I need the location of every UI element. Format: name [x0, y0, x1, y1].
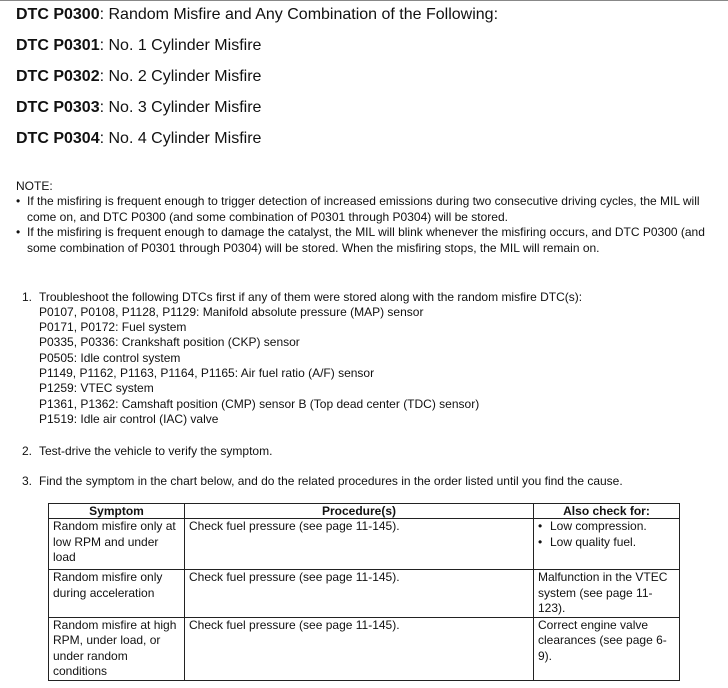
dtc-list-item: P1259: VTEC system — [39, 381, 154, 395]
dtc-description: No. 2 Cylinder Misfire — [108, 68, 262, 85]
note-bullet-text: If the misfiring is frequent enough to damage the catalyst, the MIL will blink whenever the misfiring occurs, and DTC P0300 (and some combination of P0301 through P0304) will be stored. When the misfiring stops, the MIL will remain on. — [27, 225, 705, 255]
bullet-icon: • — [16, 194, 21, 208]
dtc-heading-p0304: DTC P0304: No. 4 Cylinder Misfire — [16, 130, 262, 147]
step-text: Troubleshoot the following DTCs first if any of them were stored along with the random misfire DTC(s): — [39, 290, 583, 304]
also-check-item: • Low quality fuel. — [538, 535, 675, 551]
dtc-heading-p0303: DTC P0303: No. 3 Cylinder Misfire — [16, 99, 262, 116]
also-check-cell: Correct engine valve clearances (see page 6-9). — [534, 617, 680, 680]
dtc-list-item: P0171, P0172: Fuel system — [39, 320, 187, 334]
dtc-list-item: P0505: Idle control system — [39, 351, 181, 365]
dtc-heading-p0301: DTC P0301: No. 1 Cylinder Misfire — [16, 37, 262, 54]
note-bullet-text: If the misfiring is frequent enough to trigger detection of increased emissions during two consecutive driving cycles, the MIL will come on, and DTC P0300 (and some combination of P0301 through P0304) will be stored. — [27, 194, 700, 224]
dtc-list-item: P0107, P0108, P1128, P1129: Manifold absolute pressure (MAP) sensor — [39, 305, 424, 319]
table-row — [49, 570, 680, 618]
dtc-code: DTC P0303 — [16, 99, 100, 116]
step-number: 3. — [22, 474, 33, 488]
dtc-heading-p0300: DTC P0300: Random Misfire and Any Combination of the Following: — [16, 6, 499, 23]
dtc-description: No. 3 Cylinder Misfire — [108, 99, 262, 116]
step-number: 2. — [22, 444, 33, 458]
symptom-table — [48, 503, 680, 681]
header-procedures: Procedure(s) — [185, 504, 534, 519]
bullet-icon: • — [16, 225, 21, 239]
procedure-cell: Check fuel pressure (see page 11-145). — [185, 617, 534, 680]
procedure-cell: Check fuel pressure (see page 11-145). — [185, 519, 534, 570]
dtc-list-item: P1519: Idle air control (IAC) valve — [39, 412, 219, 426]
symptom-cell: Random misfire at high RPM, under load, or under random conditions — [49, 617, 185, 680]
table-row — [49, 617, 680, 680]
dtc-description: No. 1 Cylinder Misfire — [108, 37, 262, 54]
header-also-check: Also check for: — [534, 504, 680, 519]
step-2 — [22, 444, 272, 458]
dtc-description: Random Misfire and Any Combination of the Following: — [108, 6, 499, 23]
symptom-cell: Random misfire only during acceleration — [49, 570, 185, 618]
dtc-description: No. 4 Cylinder Misfire — [108, 130, 262, 147]
dtc-code: DTC P0301 — [16, 37, 100, 54]
step-number: 1. — [22, 290, 33, 304]
top-rule — [0, 0, 728, 1]
note-label: NOTE: — [16, 179, 53, 193]
also-check-cell: Malfunction in the VTEC system (see page 11-123). — [534, 570, 680, 618]
dtc-heading-p0302: DTC P0302: No. 2 Cylinder Misfire — [16, 68, 262, 85]
step-1 — [22, 290, 582, 304]
dtc-list-item: P1361, P1362: Camshaft position (CMP) sensor B (Top dead center (TDC) sensor) — [39, 397, 480, 411]
dtc-list-item: P0335, P0336: Crankshaft position (CKP) sensor — [39, 335, 300, 349]
step-text: Test-drive the vehicle to verify the symptom. — [39, 444, 273, 458]
also-check-item: • Low compression. — [538, 519, 675, 535]
table-row — [49, 519, 680, 570]
procedure-cell: Check fuel pressure (see page 11-145). — [185, 570, 534, 618]
dtc-list-item: P1149, P1162, P1163, P1164, P1165: Air fuel ratio (A/F) sensor — [39, 366, 375, 380]
dtc-code: DTC P0300 — [16, 6, 100, 23]
step-3 — [22, 474, 623, 488]
symptom-cell: Random misfire only at low RPM and under load — [49, 519, 185, 570]
also-check-cell — [534, 519, 680, 570]
dtc-code: DTC P0302 — [16, 68, 100, 85]
dtc-code: DTC P0304 — [16, 130, 100, 147]
header-symptom: Symptom — [49, 504, 185, 519]
table-header-row — [49, 504, 680, 519]
step-text: Find the symptom in the chart below, and do the related procedures in the order listed until you find the cause. — [39, 474, 623, 488]
